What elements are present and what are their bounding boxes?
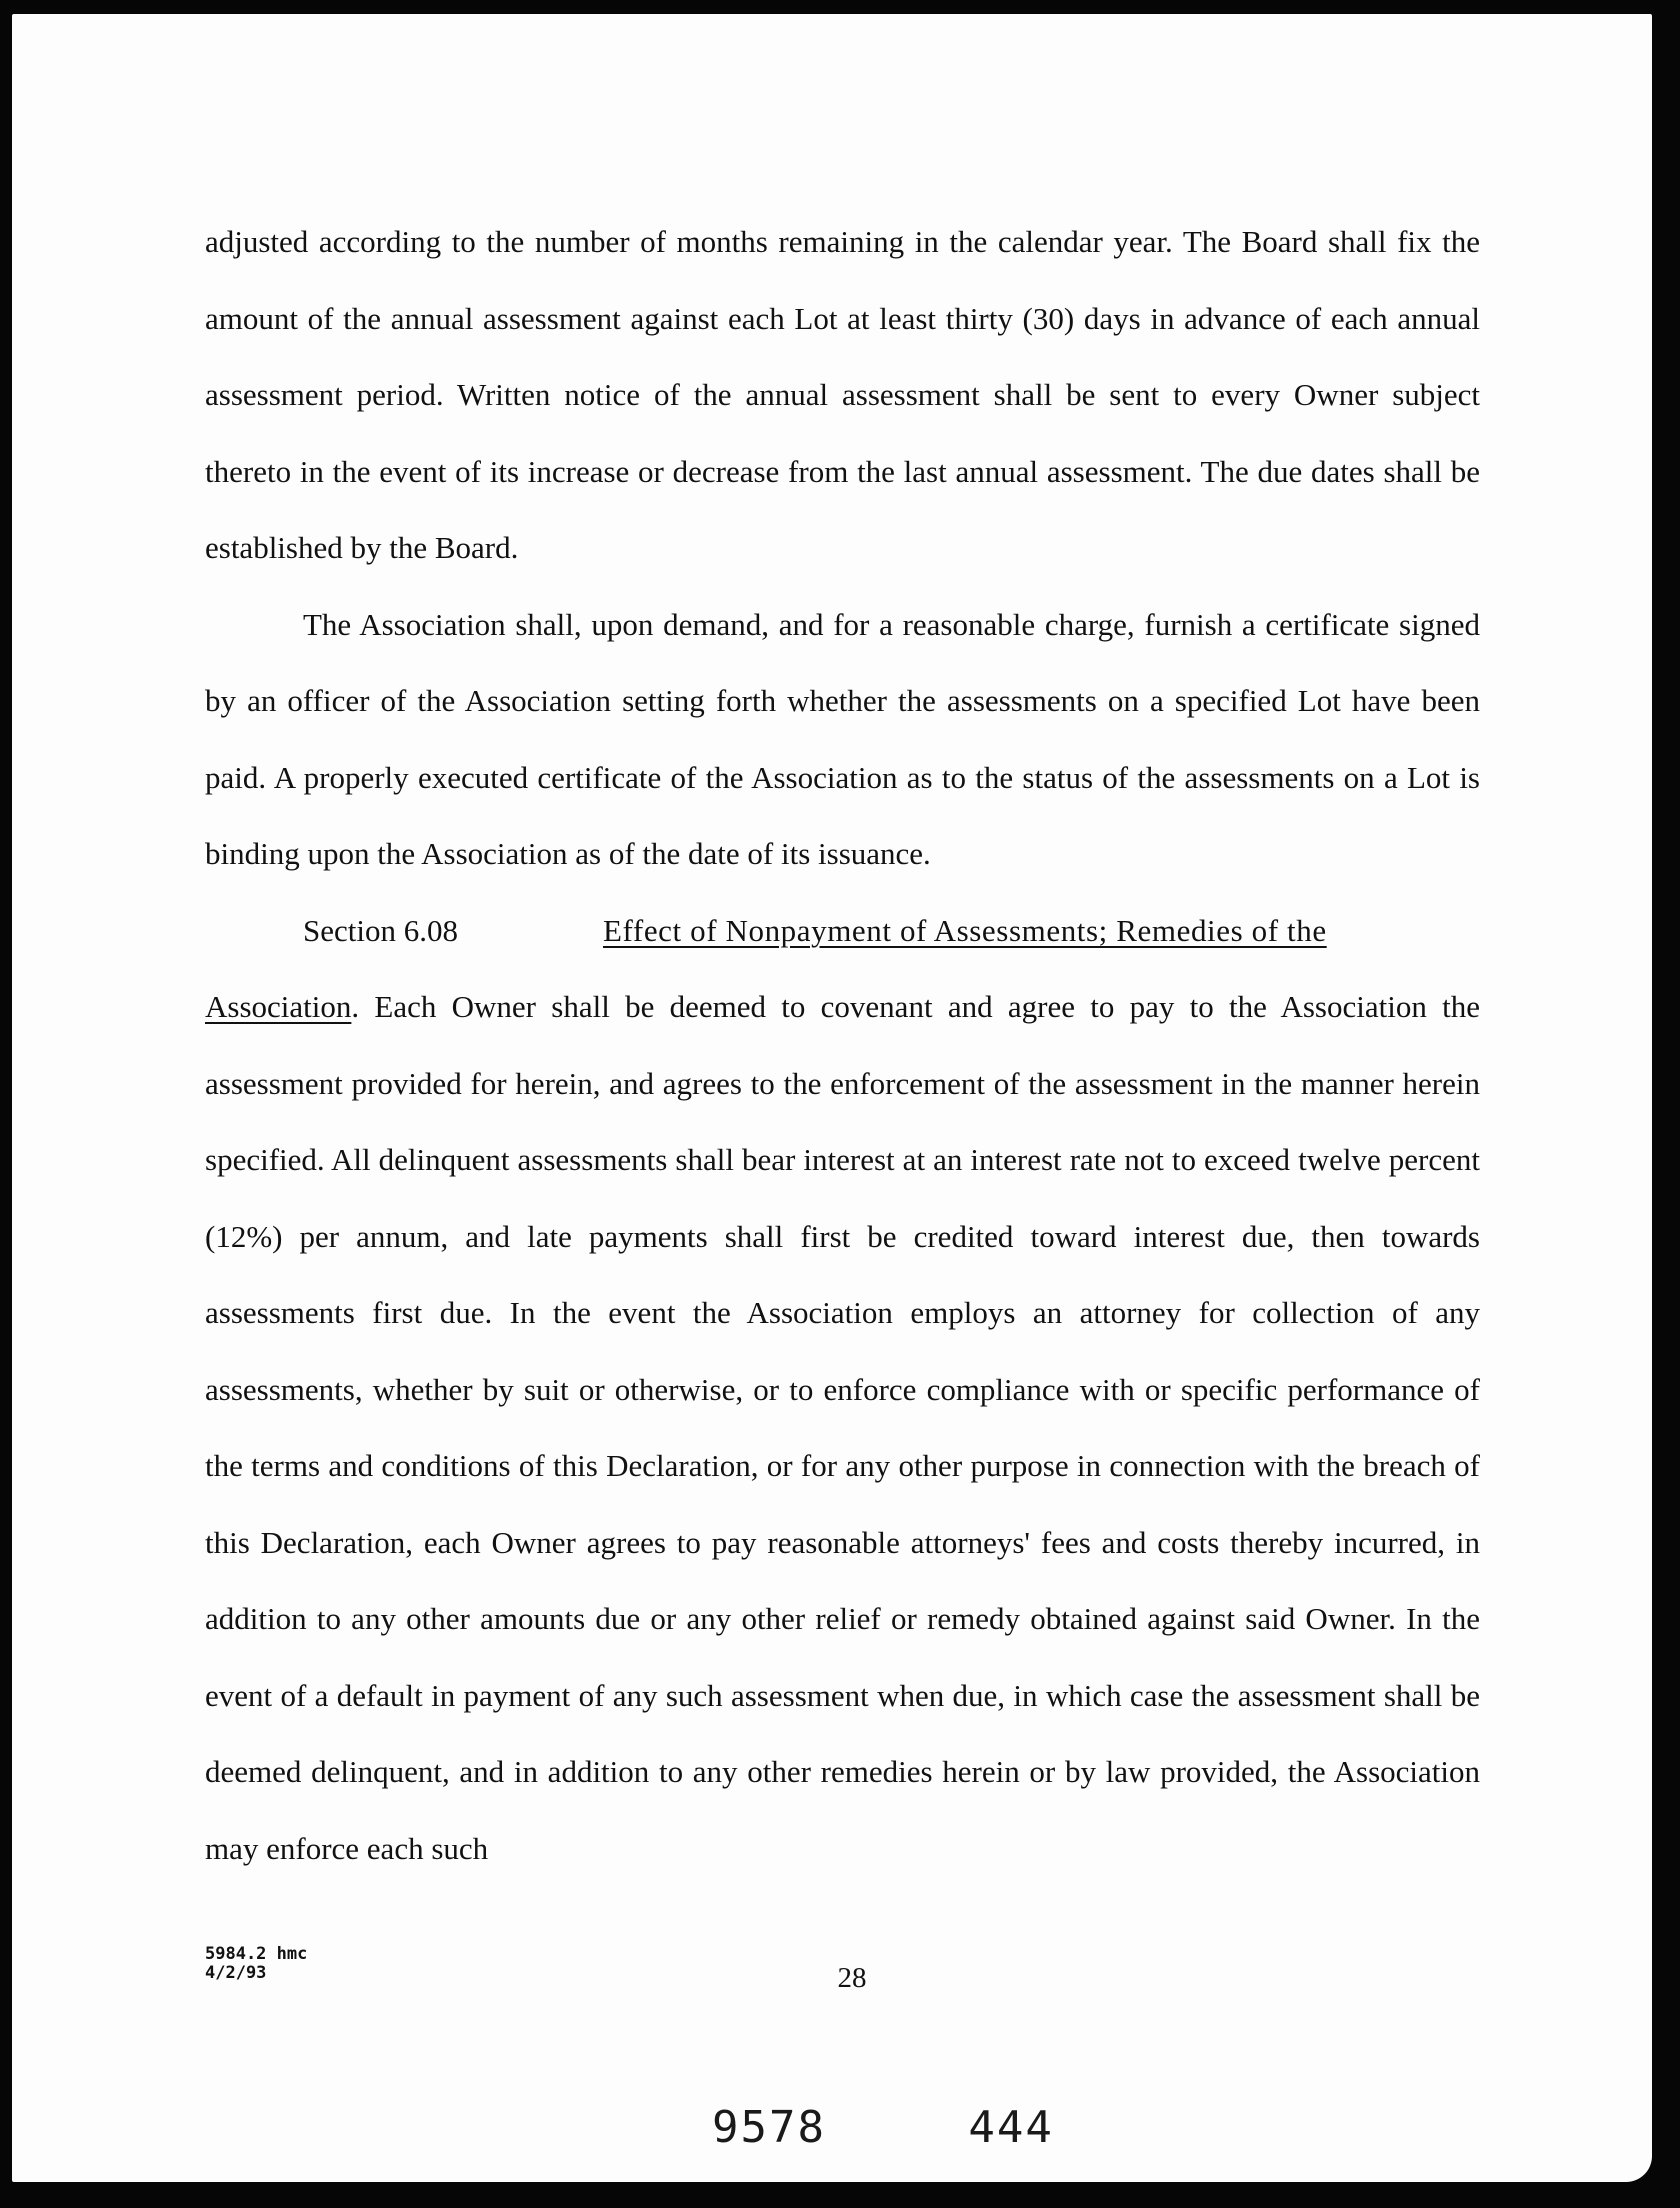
section-heading bbox=[205, 893, 1480, 970]
document-page bbox=[12, 14, 1652, 2182]
section-number: Section 6.08 bbox=[303, 912, 458, 948]
recording-stamp-gap bbox=[826, 2102, 968, 2153]
document-body bbox=[205, 204, 1480, 1887]
recording-book-number: 9578 bbox=[712, 2102, 826, 2153]
section-title-continuation: Association bbox=[205, 989, 352, 1024]
recording-page-number: 444 bbox=[968, 2102, 1054, 2153]
document-id bbox=[205, 1945, 307, 1983]
page-number: 28 bbox=[837, 1962, 867, 1994]
document-id-date: 4/2/93 bbox=[205, 1963, 267, 1983]
paragraph-annual-assessment: adjusted according to the number of months remaining in the calendar year. The Board shall fix the amount of the annual assessment against each Lot at least thirty (30) days in advance of each annual assessment period. Written notice of the annual assessment shall be sent to every Owner subject thereto in the event of its increase or decrease from the last annual assessment. The due dates shall be established by the Board. bbox=[205, 224, 1480, 565]
section-body-text: . Each Owner shall be deemed to covenant and agree to pay to the Association the assessment provided for herein, and agrees to the enforcement of the assessment in the manner herein specified. All delinquent assessments shall bear interest at an interest rate not to exceed twelve percent (12%) per annum, and late payments shall first be credited toward interest due, then towards assessments first due. In the event the Association employs an attorney for collection of any assessments, whether by suit or otherwise, or to enforce compliance with or specific performance of the terms and conditions of this Declaration, or for any other purpose in connection with the breach of this Declaration, each Owner agrees to pay reasonable attorneys' fees and costs thereby incurred, in addition to any other amounts due or any other relief or remedy obtained against said Owner. In the event of a default in payment of any such assessment when due, in which case the assessment shall be deemed delinquent, and in addition to any other remedies herein or by law provided, the Association may enforce each such bbox=[205, 989, 1480, 1866]
document-id-code: 5984.2 hmc bbox=[205, 1944, 308, 1964]
paragraph-certificate: The Association shall, upon demand, and for a reasonable charge, furnish a certificate signed by an officer of the Association setting forth whether the assessments on a specified Lot have been paid. A properly executed certificate of the Association as to the status of the assessments on a Lot is binding upon the Association as of the date of its issuance. bbox=[205, 606, 1480, 871]
recording-stamp bbox=[712, 2102, 1054, 2153]
section-title: Effect of Nonpayment of Assessments; Remedies of the bbox=[603, 912, 1327, 948]
section-body bbox=[205, 969, 1480, 1887]
